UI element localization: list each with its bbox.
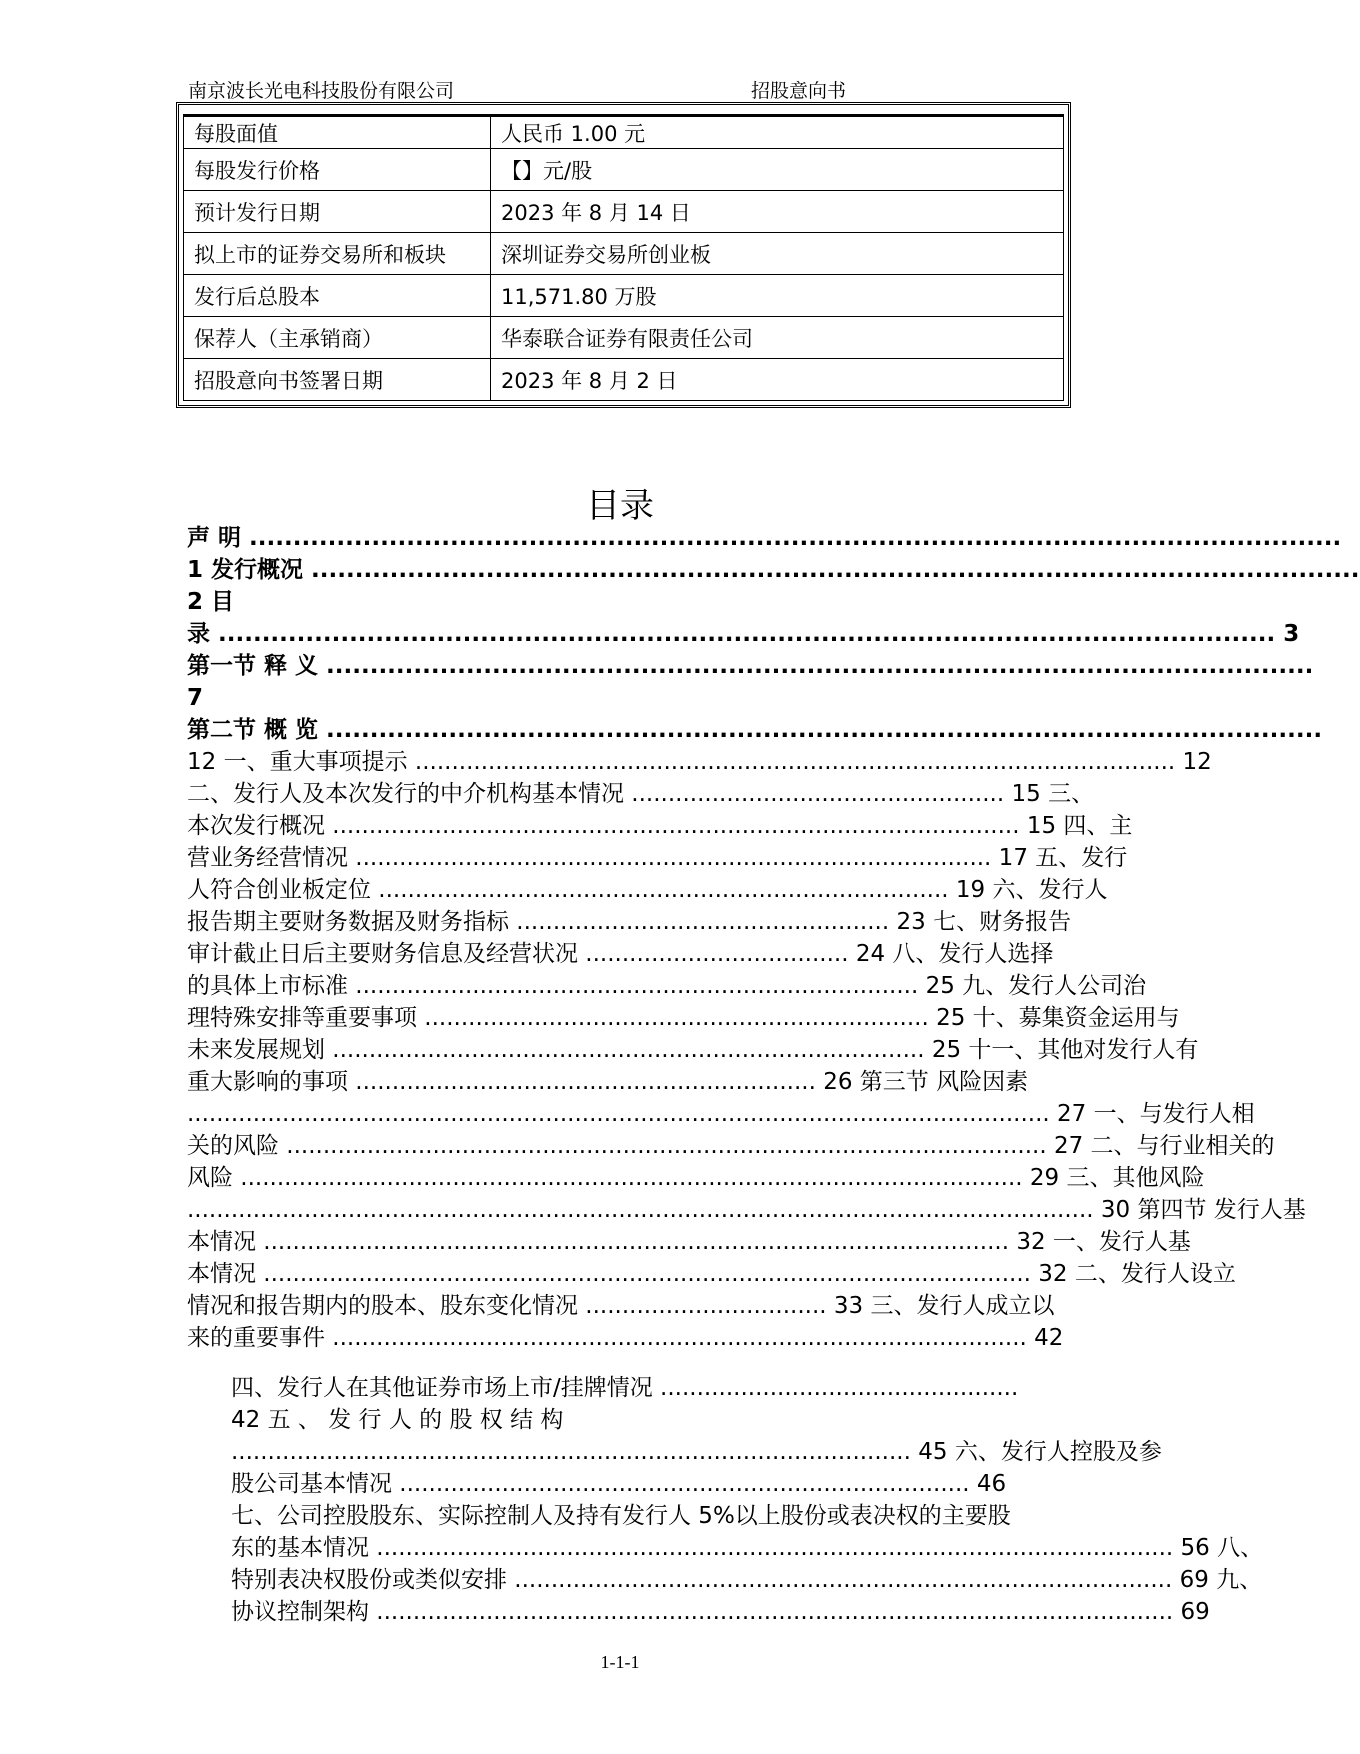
page-header [188,76,1058,100]
row-label: 每股发行价格 [184,149,491,191]
row-value: 华泰联合证券有限责任公司 [491,317,1064,359]
toc-line[interactable]: ............................................................................................................................ 30 第四节 发行人基 [187,1197,1306,1223]
table-row [184,317,1064,359]
toc-line[interactable]: 声 明 ............................................................................................................................. [187,525,1342,551]
toc-line[interactable]: 情况和报告期内的股本、股东变化情况 ................................. 33 三、发行人成立以 [187,1293,1055,1319]
toc-line[interactable]: 七、公司控股股东、实际控制人及持有发行人 5%以上股份或表决权的主要股 [231,1503,1011,1529]
toc-line[interactable]: 审计截止日后主要财务信息及经营状况 .................................... 24 八、发行人选择 [187,941,1054,967]
toc-line[interactable]: 本情况 ......................................................................................................... 32 二、发行人设立 [187,1261,1236,1287]
row-label: 预计发行日期 [184,191,491,233]
header-company: 南京波长光电科技股份有限公司 [188,80,455,102]
toc-line[interactable]: 协议控制架构 ............................................................................................................. 69 [231,1599,1210,1625]
toc-line[interactable]: 录 ......................................................................................................................... 3 [187,621,1300,647]
toc-line[interactable]: 重大影响的事项 ............................................................... 26 第三节 风险因素 [187,1069,1029,1095]
page-number: 1-1-1 [600,1652,640,1672]
toc-line[interactable]: 7 [187,685,204,711]
row-value: 2023 年 8 月 2 日 [491,359,1064,401]
toc-line[interactable]: 的具体上市标准 ............................................................................. 25 九、发行人公司治 [187,973,1147,999]
row-value: 【】元/股 [491,149,1064,191]
offering-info-table [176,102,1071,408]
row-label: 每股面值 [184,116,491,149]
table-of-contents-indented [231,1372,1264,1628]
toc-line[interactable]: 来的重要事件 ............................................................................................... 42 [187,1325,1064,1351]
toc-line[interactable]: 12 一、重大事项提示 ........................................................................................................ 12 [187,749,1212,775]
table-row [184,116,1064,149]
toc-line[interactable]: ...................................................................................................................... 27 一、与发行人相 [187,1101,1255,1127]
toc-line[interactable]: 本次发行概况 .............................................................................................. 15 四、主 [187,813,1133,839]
row-value: 人民币 1.00 元 [491,116,1064,149]
row-value: 11,571.80 万股 [491,275,1064,317]
toc-line[interactable]: 1 发行概况 ........................................................................................................................ [187,557,1360,583]
row-value: 深圳证券交易所创业板 [491,233,1064,275]
toc-line[interactable]: ............................................................................................. 45 六、发行人控股及参 [231,1439,1162,1465]
toc-title: 目录 [586,486,654,526]
toc-line[interactable]: 报告期主要财务数据及财务指标 ................................................... 23 七、财务报告 [187,909,1072,935]
row-label: 保荐人（主承销商） [184,317,491,359]
table-row [184,233,1064,275]
toc-line[interactable]: 42 五 、 发 行 人 的 股 权 结 构 [231,1407,564,1433]
toc-line[interactable]: 股公司基本情况 .............................................................................. 46 [231,1471,1007,1497]
table-of-contents [187,522,1360,1354]
row-label: 招股意向书签署日期 [184,359,491,401]
toc-line[interactable]: 本情况 ...................................................................................................... 32 一、发行人基 [187,1229,1191,1255]
table-row [184,191,1064,233]
toc-line[interactable]: 未来发展规划 ................................................................................. 25 十一、其他对发行人有 [187,1037,1199,1063]
toc-line[interactable]: 理特殊安排等重要事项 ..................................................................... 25 十、募集资金运用与 [187,1005,1180,1031]
toc-line[interactable]: 东的基本情况 ............................................................................................................. 56 八、 [231,1535,1264,1561]
table-row [184,149,1064,191]
toc-line[interactable]: 风险 ........................................................................................................... 29 三、其他风险 [187,1165,1205,1191]
table-row [184,359,1064,401]
row-value: 2023 年 8 月 14 日 [491,191,1064,233]
toc-line[interactable]: 第二节 概 览 .................................................................................................................. [187,717,1323,743]
row-label: 拟上市的证券交易所和板块 [184,233,491,275]
toc-line[interactable]: 关的风险 ........................................................................................................ 27 二、与行业相关的 [187,1133,1275,1159]
toc-line[interactable]: 四、发行人在其他证券市场上市/挂牌情况 ................................................. [231,1375,1019,1401]
toc-line[interactable]: 人符合创业板定位 .............................................................................. 19 六、发行人 [187,877,1108,903]
header-doc-type: 招股意向书 [751,80,847,102]
table-row [184,275,1064,317]
row-label: 发行后总股本 [184,275,491,317]
toc-line[interactable]: 特别表决权股份或类似安排 .......................................................................................... 69 九、 [231,1567,1263,1593]
toc-line[interactable]: 营业务经营情况 ....................................................................................... 17 五、发行 [187,845,1128,871]
toc-line[interactable]: 第一节 释 义 ................................................................................................................. [187,653,1314,679]
toc-line[interactable]: 二、发行人及本次发行的中介机构基本情况 ................................................... 15 三、 [187,781,1095,807]
toc-line[interactable]: 2 目 [187,589,235,615]
